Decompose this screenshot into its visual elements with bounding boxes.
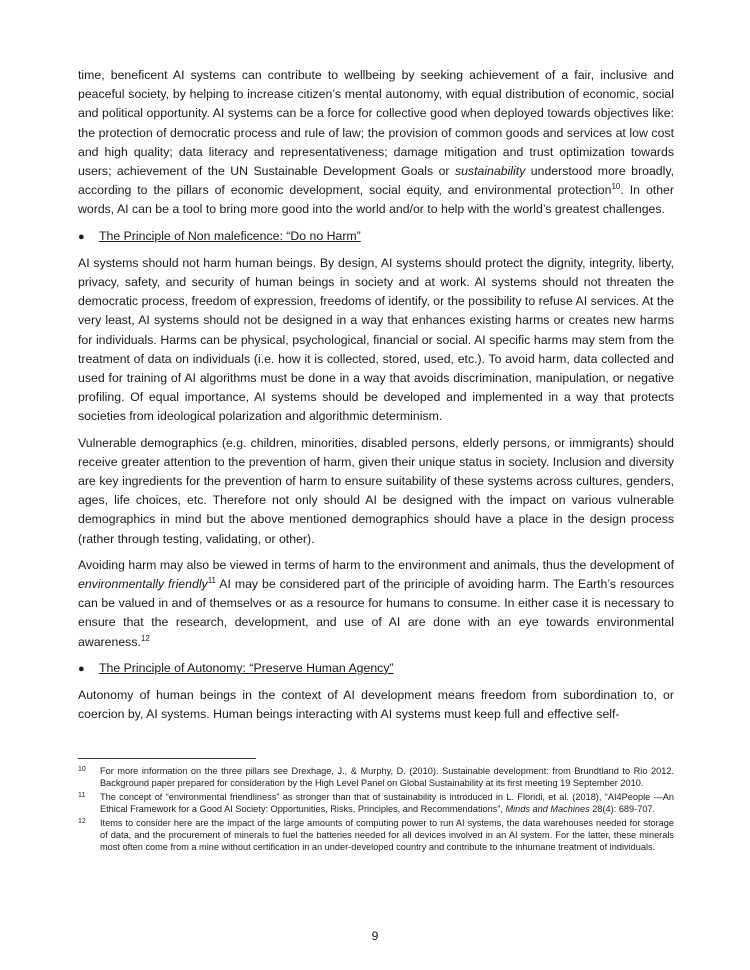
footnote-text-part: 28(4): 689-707. <box>589 804 656 815</box>
paragraph-text: AI may be considered part of the principle of avoiding harm. The Earth’s resources can be valued in and of themselves or as a resource for humans to consume. In either case it is necessary to ensure that the research, development, and use of AI are done with an eye towards environmental awareness. <box>78 577 674 649</box>
paragraph-text: time, beneficent AI systems can contribute to wellbeing by seeking achievement of a fair, inclusive and peaceful society, by helping to increase citizen’s mental autonomy, with equal distribution of economic, social and political opportunity. AI systems can be a force for collective good when deployed towards objectives like: the protection of democratic process and rule of law; the provision of common goods and services at low cost and high quality; data literacy and representativeness; damage mitigation and trust optimization towards users; achievement of the UN Sustainable Development Goals or <box>78 68 674 179</box>
heading-autonomy: The Principle of Autonomy: “Preserve Human Agency” <box>99 660 394 675</box>
paragraph-text: Avoiding harm may also be viewed in terms of harm to the environment and animals, thus the development of <box>78 557 674 572</box>
journal-title: Minds and Machines <box>505 804 590 815</box>
bullet-icon: ● <box>78 662 85 675</box>
bullet-icon: ● <box>78 230 85 243</box>
footnote-11 <box>78 791 674 816</box>
footnote-text: Items to consider here are the impact of the large amounts of computing power to run AI systems, the data warehouses needed for storage of data, and the procurement of minerals to fuel the batteries needed for all devices involved in an AI system. For the latter, these minerals most often come from a mine without certification in an under-developed country and contribute to the inhumane treatment of individuals. <box>100 817 674 853</box>
heading-non-maleficence: The Principle of Non maleficence: “Do no Harm” <box>99 228 361 243</box>
paragraph-vulnerable-demographics: Vulnerable demographics (e.g. children, minorities, disabled persons, elderly persons, or immigrants) should receive greater attention to the prevention of harm, given their unique status in society. Inclusion and diversity are key ingredients for the prevention of harm to ensure suitability of these systems across cultures, genders, ages, life choices, etc. Therefore not only should AI be designed with the impact on various vulnerable demographics in mind but the above mentioned demographics should have a place in the design process (rather through testing, validating, or other). <box>78 435 674 546</box>
footnote-ref-11[interactable]: 11 <box>207 575 217 585</box>
footnote-10 <box>78 765 674 790</box>
emphasis-sustainability: sustainability <box>454 164 526 179</box>
footnote-number: 10 <box>78 766 86 773</box>
footnote-text-part: The concept of “environmental friendliness” as stronger than that of sustainability is introduced in L. Floridi, et al. (2018), “AI4People —An Ethical Framework for a Good AI Society: Opportunities, Risks, Principles, and Recommendations”, <box>100 791 674 815</box>
footnote-divider <box>78 758 256 759</box>
footnote-text: For more information on the three pillars see Drexhage, J., & Murphy, D. (2010). Sustainable development: from Brundtland to Rio 2012. Background paper prepared for consideration by the High Level Panel on Global Sustainability at its first meeting 19 September 2010. <box>100 766 674 789</box>
footnote-number: 11 <box>78 791 86 799</box>
bullet-autonomy <box>78 659 674 679</box>
footnote-text <box>100 791 674 816</box>
emphasis-environmentally-friendly: environmentally friendly <box>78 577 208 592</box>
body-text <box>78 66 674 732</box>
paragraph-beneficence-continued <box>78 66 674 220</box>
footnote-number: 12 <box>78 817 86 825</box>
paragraph-autonomy: Autonomy of human beings in the context of AI development means freedom from subordination to, or coercion by, AI systems. Human beings interacting with AI systems must keep full and effective self- <box>78 688 674 722</box>
footnote-12 <box>78 817 674 854</box>
footnotes <box>78 758 674 855</box>
paragraph-environment <box>78 556 674 652</box>
bullet-non-maleficence <box>78 227 674 247</box>
paragraph-text: . In other words, AI can be a tool to bring more good into the world and/or to help with the world’s greatest challenges. <box>78 183 674 217</box>
footnote-ref-12[interactable]: 12 <box>140 633 150 643</box>
page-number: 9 <box>371 929 379 943</box>
footnote-ref-10[interactable]: 10 <box>611 182 621 192</box>
paragraph-text: understood more broadly, according to the pillars of economic development, social equity, and environmental protection <box>78 164 675 198</box>
paragraph-non-maleficence: AI systems should not harm human beings. By design, AI systems should protect the dignity, integrity, liberty, privacy, safety, and security of human beings in society and at work. AI systems should not threaten the democratic process, freedom of expression, freedoms of identify, or the possibility to refuse AI services. At the very least, AI systems should not be designed in a way that enhances existing harms or creates new harms for individuals. Harms can be physical, psychological, financial or social. AI specific harms may stem from the treatment of data on individuals (i.e. how it is collected, stored, used, etc.). To avoid harm, data collected and used for training of AI algorithms must be done in a way that avoids discrimination, manipulation, or negative profiling. Of equal importance, AI systems should be developed and implemented in a way that protects societies from ideological polarization and algorithmic determinism. <box>78 255 674 424</box>
